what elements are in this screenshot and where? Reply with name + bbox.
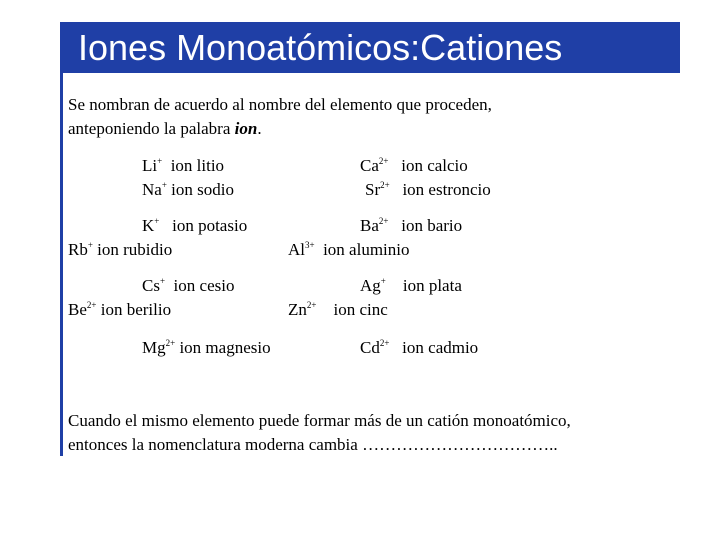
ion-entry-be: [68, 300, 171, 320]
ion-charge: 3+: [305, 240, 315, 250]
ion-name: ion cesio: [173, 276, 235, 295]
ion-symbol: Ba: [360, 216, 379, 235]
intro-line-2-prefix: anteponiendo la palabra: [68, 119, 235, 138]
ion-entry-ba: [360, 216, 462, 236]
ion-charge: 2+: [380, 180, 390, 190]
ion-symbol: Cs: [142, 276, 160, 295]
ion-charge: +: [87, 240, 93, 250]
intro-line-2-suffix: .: [257, 119, 262, 138]
ion-charge: 2+: [378, 216, 389, 226]
ion-symbol: K: [142, 216, 155, 235]
ion-name: ion aluminio: [323, 240, 410, 259]
ion-entry-ag: [360, 276, 462, 296]
ion-symbol: Cd: [360, 338, 380, 357]
ion-name: ion cadmio: [402, 338, 479, 357]
ion-symbol: Sr: [365, 180, 381, 199]
ion-entry-na: [142, 180, 234, 200]
ion-name: ion litio: [170, 156, 225, 175]
ion-charge: +: [157, 156, 163, 166]
ion-symbol: Ag: [360, 276, 381, 295]
ion-charge: +: [380, 276, 386, 286]
ion-charge: 2+: [379, 338, 390, 348]
ion-entry-zn: [288, 300, 388, 320]
intro-keyword: ion: [234, 119, 258, 138]
ion-name: ion bario: [401, 216, 463, 235]
ion-name: ion plata: [402, 276, 462, 295]
slide-title: Iones Monoatómicos:Cationes: [78, 27, 563, 68]
ion-entry-rb: [68, 240, 172, 260]
ion-symbol: Be: [68, 300, 87, 319]
ion-name: ion sodio: [171, 180, 234, 199]
outro-line-2: entonces la nomenclatura moderna cambia ……………………………..: [68, 435, 558, 454]
ion-entry-ca: [360, 156, 468, 176]
intro-line-1: Se nombran de acuerdo al nombre del elemento que proceden,: [68, 95, 492, 114]
ion-name: ion calcio: [401, 156, 468, 175]
ion-entry-cs: [142, 276, 234, 296]
ion-entry-al: [288, 240, 410, 260]
ion-charge: 2+: [86, 300, 97, 310]
ion-charge: +: [161, 180, 167, 190]
ion-symbol: Na: [142, 180, 162, 199]
ion-charge: +: [154, 216, 160, 226]
ion-name: ion estroncio: [402, 180, 491, 199]
ion-name: ion magnesio: [179, 338, 271, 357]
ion-entry-sr: [365, 180, 491, 200]
ion-charge: 2+: [165, 338, 176, 348]
ion-charge: 2+: [378, 156, 389, 166]
left-accent-rule: [60, 73, 63, 456]
ion-name: ion potasio: [172, 216, 248, 235]
ion-entry-k: [142, 216, 247, 236]
ion-name: ion berilio: [100, 300, 172, 319]
ion-entry-cd: [360, 338, 478, 358]
ion-symbol: Zn: [288, 300, 307, 319]
ion-symbol: Rb: [68, 240, 88, 259]
outro-line-1: Cuando el mismo elemento puede formar más de un catión monoatómico,: [68, 411, 571, 430]
ion-symbol: Mg: [142, 338, 166, 357]
intro-line-2: [68, 119, 262, 139]
ion-symbol: Li: [142, 156, 158, 175]
ion-charge: +: [159, 276, 166, 286]
ion-symbol: Al: [288, 240, 305, 259]
ion-entry-li: [142, 156, 224, 176]
ion-name: ion rubidio: [97, 240, 173, 259]
ion-entry-mg: [142, 338, 271, 358]
ion-charge: 2+: [306, 300, 317, 310]
ion-name: ion cinc: [333, 300, 388, 319]
ion-symbol: Ca: [360, 156, 379, 175]
